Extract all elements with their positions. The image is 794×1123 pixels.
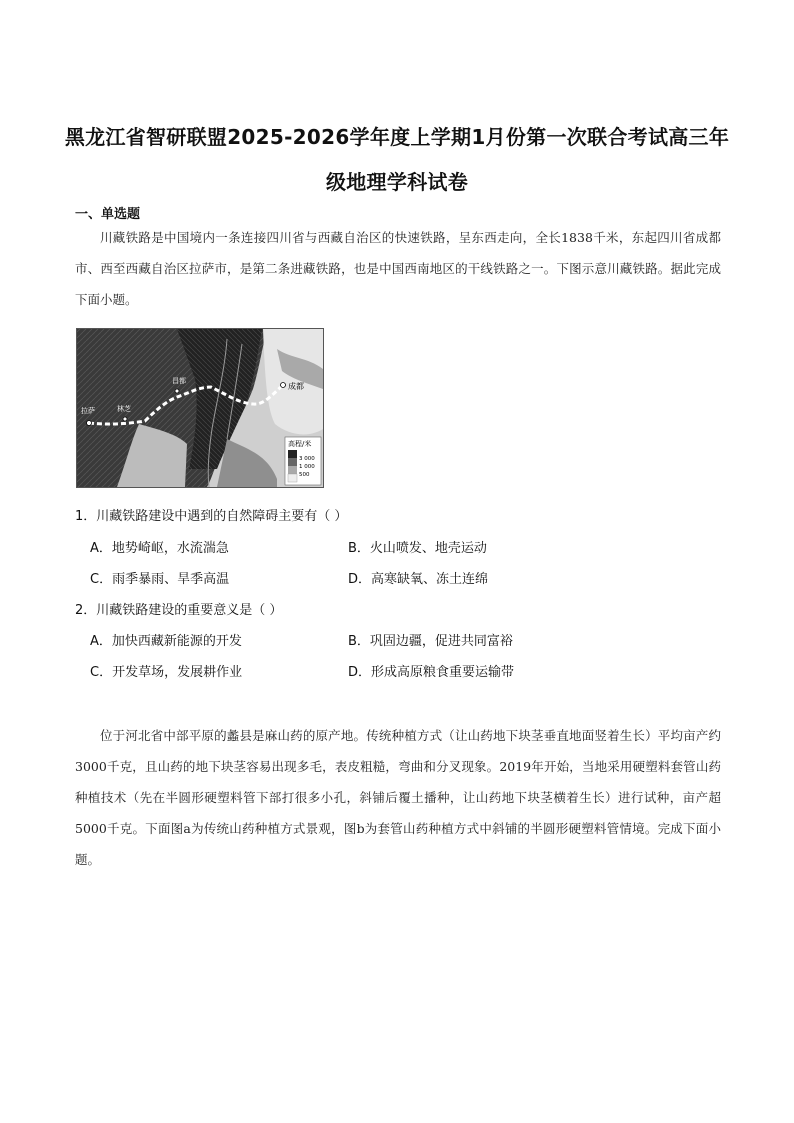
exam-title-line-2: 级地理学科试卷: [325, 170, 469, 194]
label-changdu: 昌都: [172, 377, 186, 385]
label-chengdu: 成都: [288, 382, 304, 391]
railway-map-figure: [76, 328, 324, 488]
legend-level-1000: 1 000: [299, 464, 315, 470]
question-2-stem: 2．川藏铁路建设的重要意义是（ ）: [75, 603, 283, 618]
legend-level-500: 500: [299, 472, 310, 478]
question-1-option-b: B．火山喷发、地壳运动: [348, 541, 487, 556]
question-2-option-a: A．加快西藏新能源的开发: [90, 634, 242, 649]
legend-level-3000: 3 000: [299, 456, 315, 462]
city-marker-linzhi: [123, 417, 127, 421]
question-2-option-c: C．开发草场，发展耕作业: [90, 665, 243, 680]
question-1-option-c: C．雨季暴雨、旱季高温: [90, 572, 230, 587]
question-2-option-b: B．巩固边疆，促进共同富裕: [348, 634, 513, 649]
terrain-map: [77, 329, 323, 487]
question-1-option-a: A．地势崎岖，水流湍急: [90, 541, 229, 556]
passage-yam-planting: 位于河北省中部平原的蠡县是麻山药的原产地。传统种植方式（让山药地下块茎垂直地面竖着生长）平均亩产约3000千克，且山药的地下块茎容易出现多毛，表皮粗糙，弯曲和分叉现象。2019年开始，当地采用硬塑料套管山药种植技术（先在半圆形硬塑料管下部打很多小孔，斜铺后覆土播种，让山药地下块茎横着生长）进行试种，亩产超5000千克。下面图a为传统山药种植方式景观，图b为套管山药种植方式中斜铺的半圆形硬塑料管情境。完成下面小题。: [75, 728, 721, 867]
question-1-stem: 1．川藏铁路建设中遇到的自然障碍主要有（ ）: [75, 509, 348, 524]
section-heading: 一、单选题: [75, 207, 141, 222]
exam-title-line-1: 黑龙江省智研联盟2025-2026学年度上学期1月份第一次联合考试高三年: [64, 125, 730, 149]
city-marker-chengdu: [281, 383, 286, 388]
question-2-option-d: D．形成高原粮食重要运输带: [348, 665, 515, 680]
city-marker-changdu: [175, 389, 179, 393]
city-marker-lasa: [87, 421, 92, 426]
legend-title: 高程/米: [288, 440, 312, 448]
label-linzhi: 林芝: [117, 405, 131, 413]
label-lasa: 拉萨: [81, 407, 95, 415]
elevation-legend: [285, 437, 321, 485]
question-1-option-d: D．高寒缺氧、冻土连绵: [348, 572, 489, 587]
passage-sichuan-tibet-railway: 川藏铁路是中国境内一条连接四川省与西藏自治区的快速铁路，呈东西走向，全长1838千米，东起四川省成都市、西至西藏自治区拉萨市，是第二条进藏铁路，也是中国西南地区的干线铁路之一。下图示意川藏铁路。据此完成下面小题。: [75, 230, 721, 307]
